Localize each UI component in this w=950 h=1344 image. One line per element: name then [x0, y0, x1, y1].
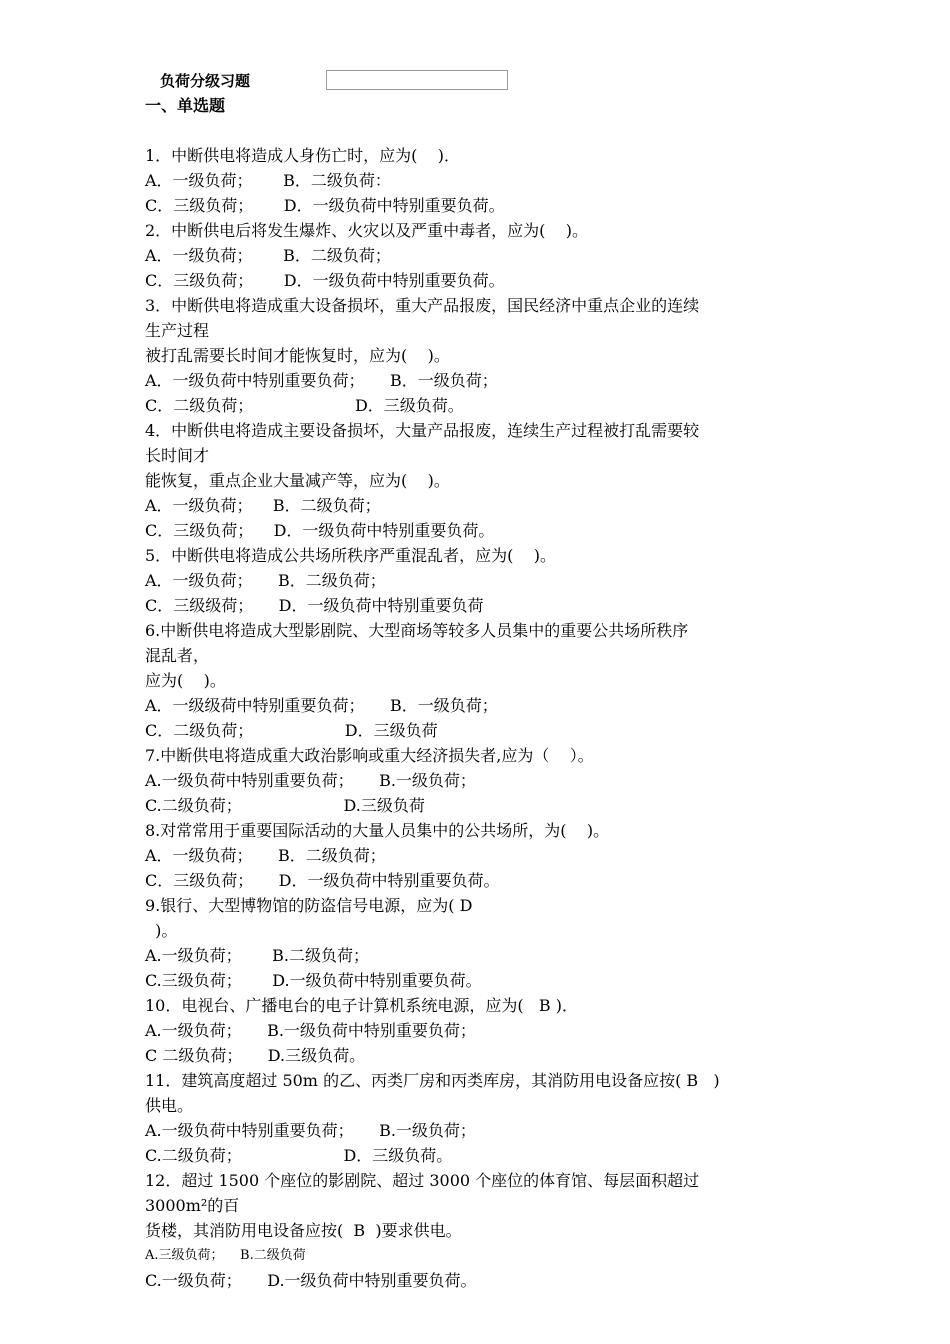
- text-line: C 二级负荷； D.三级负荷。: [145, 1046, 366, 1065]
- text-line: 7.中断供电将造成重大政治影响或重大经济损失者,应为（ ）。: [145, 746, 594, 765]
- text-line: 混乱者，: [145, 646, 210, 665]
- text-line: A．一级负荷； B．二级负荷：: [145, 171, 391, 190]
- text-line: 3000m²的百: [145, 1196, 240, 1215]
- text-line: A．一级负荷； B．二级负荷；: [145, 496, 381, 515]
- text-line: 生产过程: [145, 321, 210, 340]
- text-line: 1．中断供电将造成人身伤亡时，应为( )．: [145, 146, 461, 165]
- text-line: 长时间才: [145, 446, 210, 465]
- text-line: 5．中断供电将造成公共场所秩序严重混乱者，应为( )。: [145, 546, 557, 565]
- text-line: C．三级级荷； D．一级负荷中特别重要负荷: [145, 596, 484, 615]
- section-heading: 一、单选题: [145, 96, 226, 115]
- text-line: A.一级负荷； B.二级负荷；: [145, 946, 370, 965]
- text-line: A．一级负荷； B．二级负荷；: [145, 846, 386, 865]
- title-box: [326, 70, 508, 90]
- text-line: 2．中断供电后将发生爆炸、火灾以及严重中毒者，应为( )。: [145, 221, 589, 240]
- text-line: A.一级负荷； B.一级负荷中特别重要负荷；: [145, 1021, 476, 1040]
- text-line: 12．超过 1500 个座位的影剧院、超过 3000 个座位的体育馆、每层面积超过: [145, 1171, 700, 1190]
- text-line: )。: [145, 921, 178, 940]
- text-line: 3．中断供电将造成重大设备损坏，重大产品报废，国民经济中重点企业的连续: [145, 296, 700, 315]
- text-line: 货楼，其消防用电设备应按( B )要求供电。: [145, 1221, 462, 1240]
- text-line: C.三级负荷； D.一级负荷中特别重要负荷。: [145, 971, 482, 990]
- text-line: 供电。: [145, 1096, 194, 1115]
- text-line: 9.银行、大型博物馆的防盗信号电源，应为( D: [145, 896, 473, 915]
- text-line: C.二级负荷； D．三级负荷。: [145, 1146, 453, 1165]
- text-line: A．一级负荷中特别重要负荷； B．一级负荷；: [145, 371, 498, 390]
- text-line: A．一级负荷； B．二级负荷；: [145, 571, 386, 590]
- text-line: C．二级负荷； D．三级负荷。: [145, 396, 464, 415]
- text-line: 11．建筑高度超过 50m 的乙、丙类厂房和丙类库房，其消防用电设备应按( B ): [145, 1071, 720, 1090]
- question-list: [145, 143, 825, 1293]
- text-line: 6.中断供电将造成大型影剧院、大型商场等较多人员集中的重要公共场所秩序: [145, 621, 689, 640]
- text-line: C．二级负荷； D．三级负荷: [145, 721, 438, 740]
- text-line: 能恢复，重点企业大量减产等，应为( )。: [145, 471, 450, 490]
- text-line: C.一级负荷； D.一级负荷中特别重要负荷。: [145, 1271, 477, 1290]
- text-line: A．一级级荷中特别重要负荷； B．一级负荷；: [145, 696, 498, 715]
- text-line: 10．电视台、广播电台的电子计算机系统电源，应为( B )．: [145, 996, 578, 1015]
- text-line: C．三级负荷； D．一级负荷中特别重要负荷。: [145, 271, 505, 290]
- text-line: C．三级负荷； D．一级负荷中特别重要负荷。: [145, 871, 500, 890]
- text-line: A.一级负荷中特别重要负荷； B.一级负荷；: [145, 1121, 476, 1140]
- text-line: C.二级负荷； D.三级负荷: [145, 796, 425, 815]
- text-line: A．一级负荷； B．二级负荷；: [145, 246, 391, 265]
- text-line: 8.对常常用于重要国际活动的大量人员集中的公共场所，为( )。: [145, 821, 610, 840]
- text-line: C．三级负荷； D．一级负荷中特别重要负荷。: [145, 196, 505, 215]
- text-line: C．三级负荷； D．一级负荷中特别重要负荷。: [145, 521, 495, 540]
- text-line: 被打乱需要长时间才能恢复时，应为( )。: [145, 346, 450, 365]
- text-line: A.三级负荷； B.二级负荷: [145, 1248, 306, 1263]
- text-line: A.一级负荷中特别重要负荷； B.一级负荷；: [145, 771, 476, 790]
- text-line: 4．中断供电将造成主要设备损坏，大量产品报废，连续生产过程被打乱需要较: [145, 421, 700, 440]
- text-line: 应为( )。: [145, 671, 226, 690]
- document-title: 负荷分级习题: [160, 72, 251, 90]
